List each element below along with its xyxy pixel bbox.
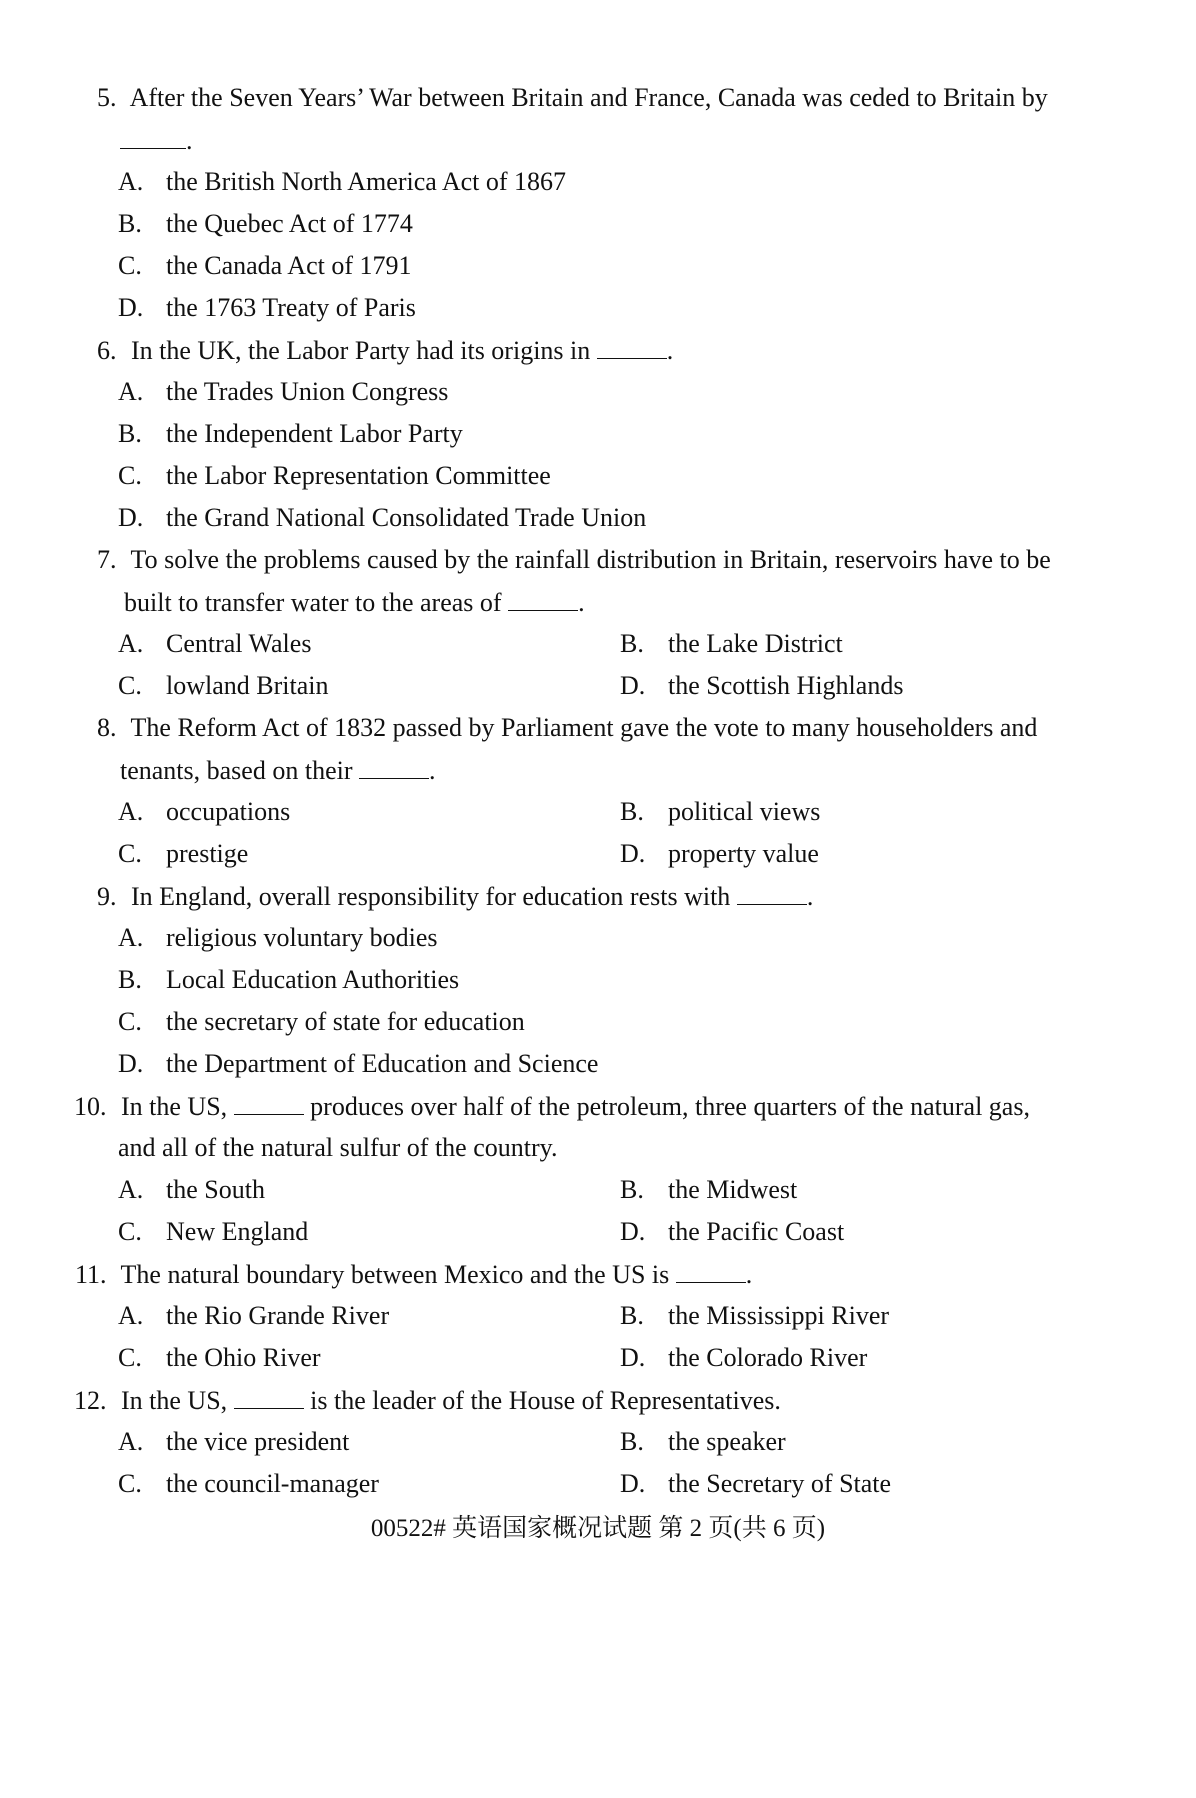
option-letter: A. bbox=[118, 167, 144, 196]
option-text: the Lake District bbox=[668, 629, 843, 658]
question-text: The natural boundary between Mexico and the US is bbox=[120, 1260, 670, 1289]
answer-blank bbox=[676, 1258, 746, 1283]
question-number: 7 bbox=[97, 545, 110, 574]
question-number: 5 bbox=[97, 83, 110, 112]
question-text: produces over half of the petroleum, three quarters of the natural gas, bbox=[310, 1092, 1030, 1121]
option-d bbox=[620, 670, 903, 702]
option-b bbox=[620, 628, 843, 660]
question-text: . bbox=[666, 336, 674, 365]
option-text: the Department of Education and Science bbox=[166, 1049, 599, 1078]
question-text: In the US, bbox=[121, 1092, 228, 1121]
option-text: the Labor Representation Committee bbox=[166, 461, 551, 490]
question-text: . bbox=[806, 882, 814, 911]
option-text: lowland Britain bbox=[166, 671, 329, 700]
answer-blank bbox=[737, 880, 807, 905]
option-text: occupations bbox=[166, 797, 291, 826]
question-number: 10 bbox=[74, 1092, 100, 1121]
option-text: the 1763 Treaty of Paris bbox=[166, 293, 416, 322]
option-letter: D. bbox=[620, 1343, 646, 1372]
option-text: the Colorado River bbox=[668, 1343, 868, 1372]
option-text: the Midwest bbox=[668, 1175, 798, 1204]
option-letter: D. bbox=[118, 503, 144, 532]
option-letter: B. bbox=[118, 419, 142, 448]
option-text: the council-manager bbox=[166, 1469, 379, 1498]
option-d bbox=[620, 1216, 844, 1248]
option-letter: A. bbox=[118, 377, 144, 406]
question-text: In the UK, the Labor Party had its origins in bbox=[131, 336, 591, 365]
question-text: . bbox=[429, 756, 436, 785]
option-text: the Mississippi River bbox=[668, 1301, 890, 1330]
option-letter: A. bbox=[118, 1301, 144, 1330]
question-9-stem: 9. In England, overall responsibility for education rests with . bbox=[72, 880, 813, 913]
option-c bbox=[118, 1468, 379, 1500]
question-text: is the leader of the House of Representatives. bbox=[310, 1386, 781, 1415]
question-12-stem: 12. In the US, is the leader of the House of Representatives. bbox=[62, 1384, 781, 1417]
option-b bbox=[620, 1174, 797, 1206]
option-text: the Pacific Coast bbox=[668, 1217, 845, 1246]
option-text: Local Education Authorities bbox=[166, 965, 460, 994]
question-10-stem: 10. In the US, produces over half of the petroleum, three quarters of the natural gas, bbox=[62, 1090, 1030, 1123]
question-text: To solve the problems caused by the rainfall distribution in Britain, reservoirs have to be bbox=[130, 545, 1051, 574]
option-letter: D. bbox=[620, 1217, 646, 1246]
option-c bbox=[118, 838, 248, 870]
option-letter: A. bbox=[118, 797, 144, 826]
option-d bbox=[620, 838, 819, 870]
question-text: built to transfer water to the areas of bbox=[124, 588, 502, 617]
option-letter: B. bbox=[620, 1301, 644, 1330]
option-text: the British North America Act of 1867 bbox=[166, 167, 567, 196]
question-text: In the US, bbox=[121, 1386, 228, 1415]
option-letter: B. bbox=[620, 629, 644, 658]
question-10-stem-line2 bbox=[118, 1132, 557, 1164]
option-b bbox=[118, 964, 459, 996]
option-letter: C. bbox=[118, 1217, 142, 1246]
question-6-stem: 6. In the UK, the Labor Party had its origins in . bbox=[72, 334, 673, 367]
option-letter: D. bbox=[620, 839, 646, 868]
option-text: the Canada Act of 1791 bbox=[166, 251, 412, 280]
option-text: the Quebec Act of 1774 bbox=[166, 209, 413, 238]
question-number: 8 bbox=[97, 713, 110, 742]
option-text: the vice president bbox=[166, 1427, 350, 1456]
option-b bbox=[620, 796, 820, 828]
option-c bbox=[118, 1216, 308, 1248]
answer-blank bbox=[120, 124, 186, 149]
question-8-stem-line2 bbox=[120, 754, 436, 787]
option-c bbox=[118, 1006, 525, 1038]
question-text: . bbox=[745, 1260, 753, 1289]
option-text: prestige bbox=[166, 839, 249, 868]
option-a bbox=[118, 922, 438, 954]
option-letter: D. bbox=[620, 671, 646, 700]
option-text: political views bbox=[668, 797, 821, 826]
option-text: New England bbox=[166, 1217, 309, 1246]
option-letter: B. bbox=[118, 965, 142, 994]
option-c bbox=[118, 460, 551, 492]
option-a bbox=[118, 1426, 349, 1458]
question-text: and all of the natural sulfur of the country. bbox=[118, 1133, 558, 1162]
question-text: In England, overall responsibility for education rests with bbox=[131, 882, 731, 911]
option-b bbox=[620, 1426, 786, 1458]
option-letter: C. bbox=[118, 1343, 142, 1372]
option-letter: D. bbox=[118, 293, 144, 322]
option-text: the speaker bbox=[668, 1427, 786, 1456]
option-a bbox=[118, 376, 448, 408]
question-11-stem: 11. The natural boundary between Mexico and the US is . bbox=[62, 1258, 752, 1291]
answer-blank bbox=[234, 1384, 304, 1409]
option-b bbox=[620, 1300, 889, 1332]
option-a bbox=[118, 1174, 265, 1206]
option-c bbox=[118, 1342, 321, 1374]
question-7-stem-line2 bbox=[124, 586, 585, 619]
question-5-stem-line2 bbox=[120, 124, 193, 157]
question-number: 12 bbox=[74, 1386, 100, 1415]
option-text: the Grand National Consolidated Trade Union bbox=[166, 503, 647, 532]
question-number: 6 bbox=[97, 336, 110, 365]
question-7-stem: 7. To solve the problems caused by the rainfall distribution in Britain, reservoirs have to be bbox=[72, 544, 1051, 576]
option-letter: C. bbox=[118, 1007, 142, 1036]
option-letter: B. bbox=[118, 209, 142, 238]
option-text: the Independent Labor Party bbox=[166, 419, 463, 448]
option-text: the secretary of state for education bbox=[166, 1007, 525, 1036]
question-number: 9 bbox=[97, 882, 110, 911]
option-d bbox=[118, 292, 416, 324]
question-text: . bbox=[186, 126, 193, 155]
option-letter: A. bbox=[118, 923, 144, 952]
question-5-stem: 5. After the Seven Years’ War between Britain and France, Canada was ceded to Britain by bbox=[72, 82, 1048, 114]
option-letter: D. bbox=[118, 1049, 144, 1078]
page-footer: 00522# 英语国家概况试题 第 2 页(共 6 页) bbox=[370, 1515, 826, 1542]
option-letter: A. bbox=[118, 1427, 144, 1456]
option-letter: A. bbox=[118, 1175, 144, 1204]
option-text: Central Wales bbox=[166, 629, 312, 658]
option-text: the Rio Grande River bbox=[166, 1301, 390, 1330]
option-c bbox=[118, 250, 412, 282]
question-text: . bbox=[578, 588, 585, 617]
answer-blank bbox=[508, 586, 578, 611]
answer-blank bbox=[359, 754, 429, 779]
option-letter: D. bbox=[620, 1469, 646, 1498]
option-text: the Scottish Highlands bbox=[668, 671, 904, 700]
option-text: the Ohio River bbox=[166, 1343, 321, 1372]
option-text: the Secretary of State bbox=[668, 1469, 892, 1498]
option-letter: C. bbox=[118, 251, 142, 280]
question-number: 11 bbox=[74, 1260, 100, 1289]
answer-blank bbox=[597, 334, 667, 359]
option-d bbox=[620, 1468, 891, 1500]
question-text: After the Seven Years’ War between Britain and France, Canada was ceded to Britain by bbox=[129, 83, 1048, 112]
option-text: the South bbox=[166, 1175, 265, 1204]
option-d bbox=[620, 1342, 867, 1374]
option-text: religious voluntary bodies bbox=[166, 923, 438, 952]
question-8-stem: 8. The Reform Act of 1832 passed by Parliament gave the vote to many householders and bbox=[72, 712, 1037, 744]
option-b bbox=[118, 208, 413, 240]
option-letter: A. bbox=[118, 629, 144, 658]
option-letter: B. bbox=[620, 797, 644, 826]
question-text: The Reform Act of 1832 passed by Parliament gave the vote to many householders and bbox=[130, 713, 1038, 742]
question-text: tenants, based on their bbox=[120, 756, 353, 785]
option-a bbox=[118, 628, 311, 660]
option-text: the Trades Union Congress bbox=[166, 377, 449, 406]
option-letter: B. bbox=[620, 1175, 644, 1204]
option-b bbox=[118, 418, 463, 450]
answer-blank bbox=[234, 1090, 304, 1115]
option-letter: C. bbox=[118, 461, 142, 490]
option-c bbox=[118, 670, 328, 702]
option-d bbox=[118, 1048, 598, 1080]
option-letter: C. bbox=[118, 1469, 142, 1498]
option-text: property value bbox=[668, 839, 819, 868]
option-a bbox=[118, 1300, 389, 1332]
option-letter: B. bbox=[620, 1427, 644, 1456]
option-a bbox=[118, 796, 290, 828]
option-letter: C. bbox=[118, 839, 142, 868]
option-letter: C. bbox=[118, 671, 142, 700]
option-d bbox=[118, 502, 646, 534]
option-a bbox=[118, 166, 566, 198]
